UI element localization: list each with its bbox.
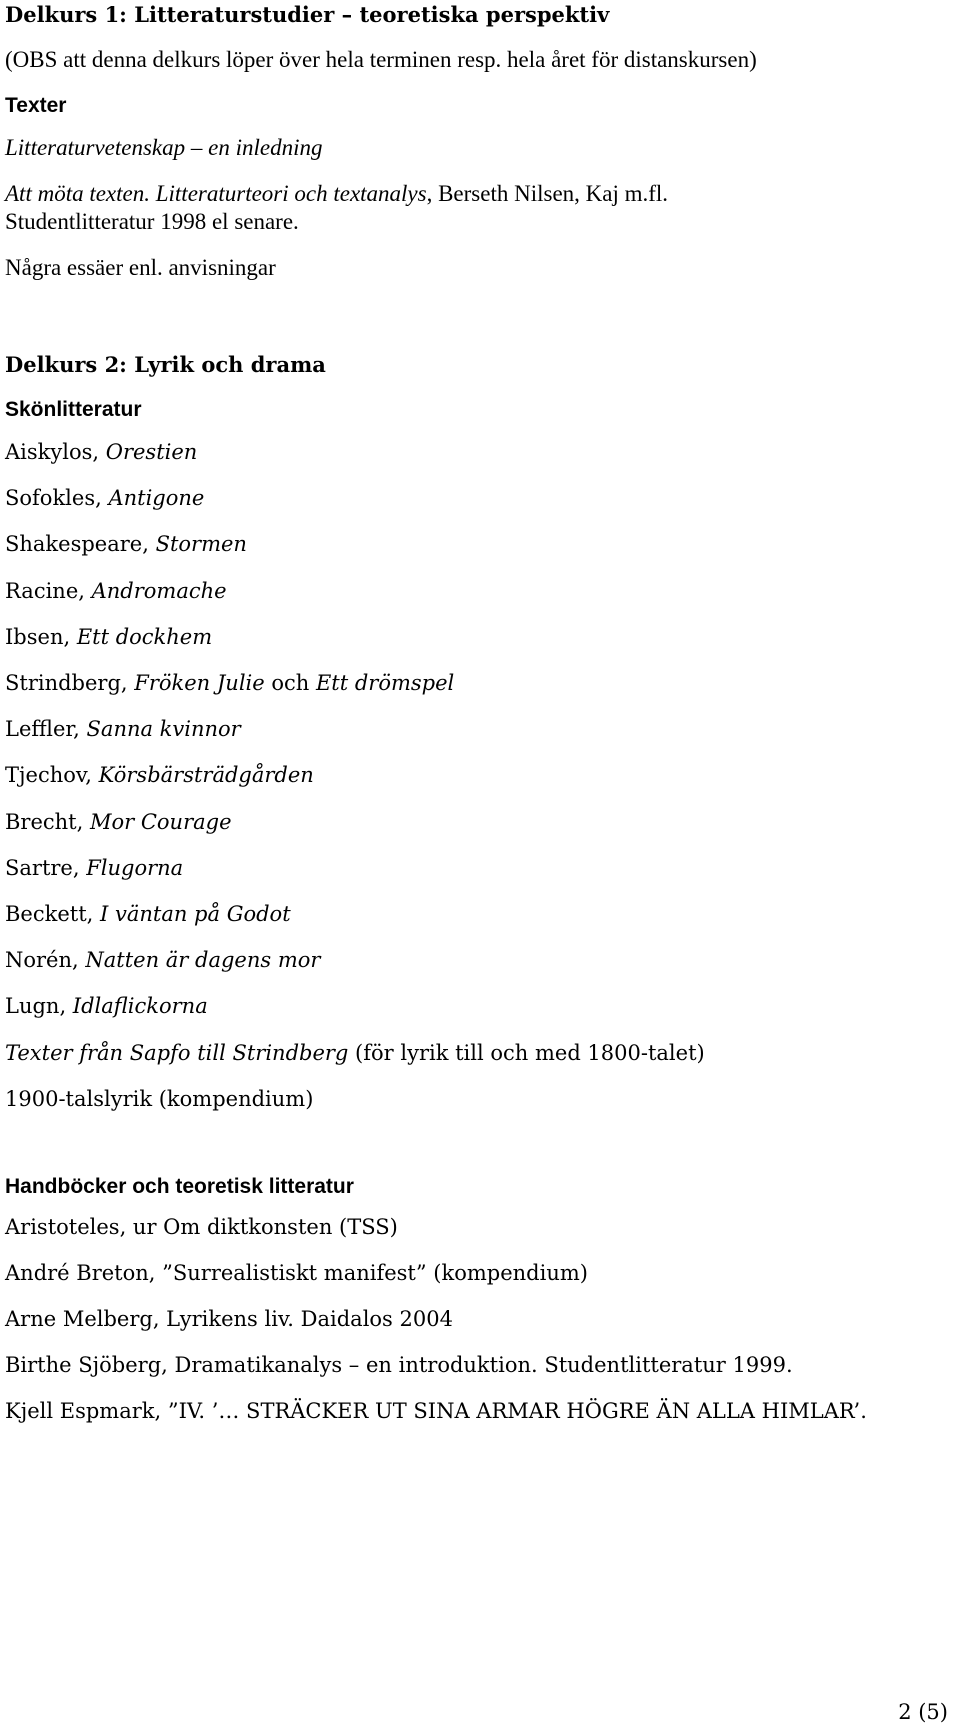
work-title: Andromache bbox=[91, 579, 227, 603]
work-item bbox=[5, 440, 197, 465]
work-title: Mor Courage bbox=[89, 810, 232, 834]
intro-title bbox=[5, 134, 322, 162]
essays-line: Några essäer enl. anvisningar bbox=[5, 255, 276, 280]
work-author: Beckett, bbox=[5, 902, 101, 926]
work-title: Natten är dagens mor bbox=[85, 948, 321, 972]
book-authors: , Berseth Nilsen, Kaj m.fl. bbox=[426, 181, 669, 206]
part2-heading: Delkurs 2: Lyrik och drama bbox=[5, 352, 326, 377]
book-title: Att möta texten. Litteraturteori och textanalys bbox=[5, 181, 427, 206]
handbooks-heading: Handböcker och teoretisk litteratur bbox=[5, 1175, 354, 1198]
texts-heading: Texter bbox=[5, 94, 67, 117]
work-item bbox=[5, 671, 454, 696]
work-item bbox=[5, 532, 247, 557]
work-title: Flugorna bbox=[86, 856, 184, 880]
work-title: Orestien bbox=[105, 440, 198, 464]
work-conjunction: och bbox=[264, 671, 316, 695]
intro-title-text: Litteraturvetenskap – en inledning bbox=[5, 135, 323, 160]
work-item bbox=[5, 579, 227, 604]
lyrik-1900: 1900-talslyrik (kompendium) bbox=[5, 1087, 314, 1111]
fiction-heading: Skönlitteratur bbox=[5, 398, 142, 421]
work-item bbox=[5, 994, 208, 1019]
work-author: Brecht, bbox=[5, 810, 90, 834]
work-author: Lugn, bbox=[5, 994, 73, 1018]
work-title: I väntan på Godot bbox=[100, 902, 291, 926]
work-title: Antigone bbox=[108, 486, 205, 510]
work-item bbox=[5, 856, 183, 881]
sapfo-title: Texter från Sapfo till Strindberg bbox=[5, 1041, 349, 1065]
sapfo-note: (för lyrik till och med 1800-talet) bbox=[348, 1041, 705, 1065]
work-title: Idlaflickorna bbox=[72, 994, 208, 1018]
work-item bbox=[5, 717, 241, 742]
work-title: Sanna kvinnor bbox=[86, 717, 241, 741]
handbook-item: André Breton, ”Surrealistiskt manifest” (kompendium) bbox=[5, 1261, 588, 1285]
work-author: Leffler, bbox=[5, 717, 87, 741]
work-author: Sofokles, bbox=[5, 486, 109, 510]
book-entry bbox=[5, 180, 668, 208]
work-item bbox=[5, 902, 291, 927]
sapfo-line bbox=[5, 1041, 705, 1066]
work-author: Norén, bbox=[5, 948, 86, 972]
page-number: 2 (5) bbox=[898, 1700, 948, 1724]
work-author: Strindberg, bbox=[5, 671, 135, 695]
handbook-item: Aristoteles, ur Om diktkonsten (TSS) bbox=[5, 1215, 398, 1239]
work-author: Sartre, bbox=[5, 856, 87, 880]
work-author: Tjechov, bbox=[5, 763, 99, 787]
work-item bbox=[5, 763, 314, 788]
work-item bbox=[5, 948, 320, 973]
work-title-2: Ett drömspel bbox=[315, 671, 455, 695]
work-title: Stormen bbox=[155, 532, 247, 556]
work-item bbox=[5, 810, 232, 835]
work-item bbox=[5, 625, 212, 650]
work-author: Aiskylos, bbox=[5, 440, 106, 464]
work-item bbox=[5, 486, 204, 511]
work-author: Shakespeare, bbox=[5, 532, 156, 556]
handbook-item: Birthe Sjöberg, Dramatikanalys – en introduktion. Studentlitteratur 1999. bbox=[5, 1353, 793, 1377]
work-title: Ett dockhem bbox=[76, 625, 213, 649]
handbook-item: Kjell Espmark, ”IV. ’… STRÄCKER UT SINA ARMAR HÖGRE ÄN ALLA HIMLAR’. bbox=[5, 1399, 867, 1423]
book-publisher: Studentlitteratur 1998 el senare. bbox=[5, 209, 299, 234]
work-title: Fröken Julie bbox=[134, 671, 265, 695]
work-title: Körsbärsträdgården bbox=[98, 763, 314, 787]
part1-heading: Delkurs 1: Litteraturstudier – teoretiska perspektiv bbox=[5, 2, 610, 27]
part1-note: (OBS att denna delkurs löper över hela terminen resp. hela året för distanskursen) bbox=[5, 47, 757, 72]
handbook-item: Arne Melberg, Lyrikens liv. Daidalos 2004 bbox=[5, 1307, 453, 1331]
work-author: Ibsen, bbox=[5, 625, 77, 649]
work-author: Racine, bbox=[5, 579, 92, 603]
